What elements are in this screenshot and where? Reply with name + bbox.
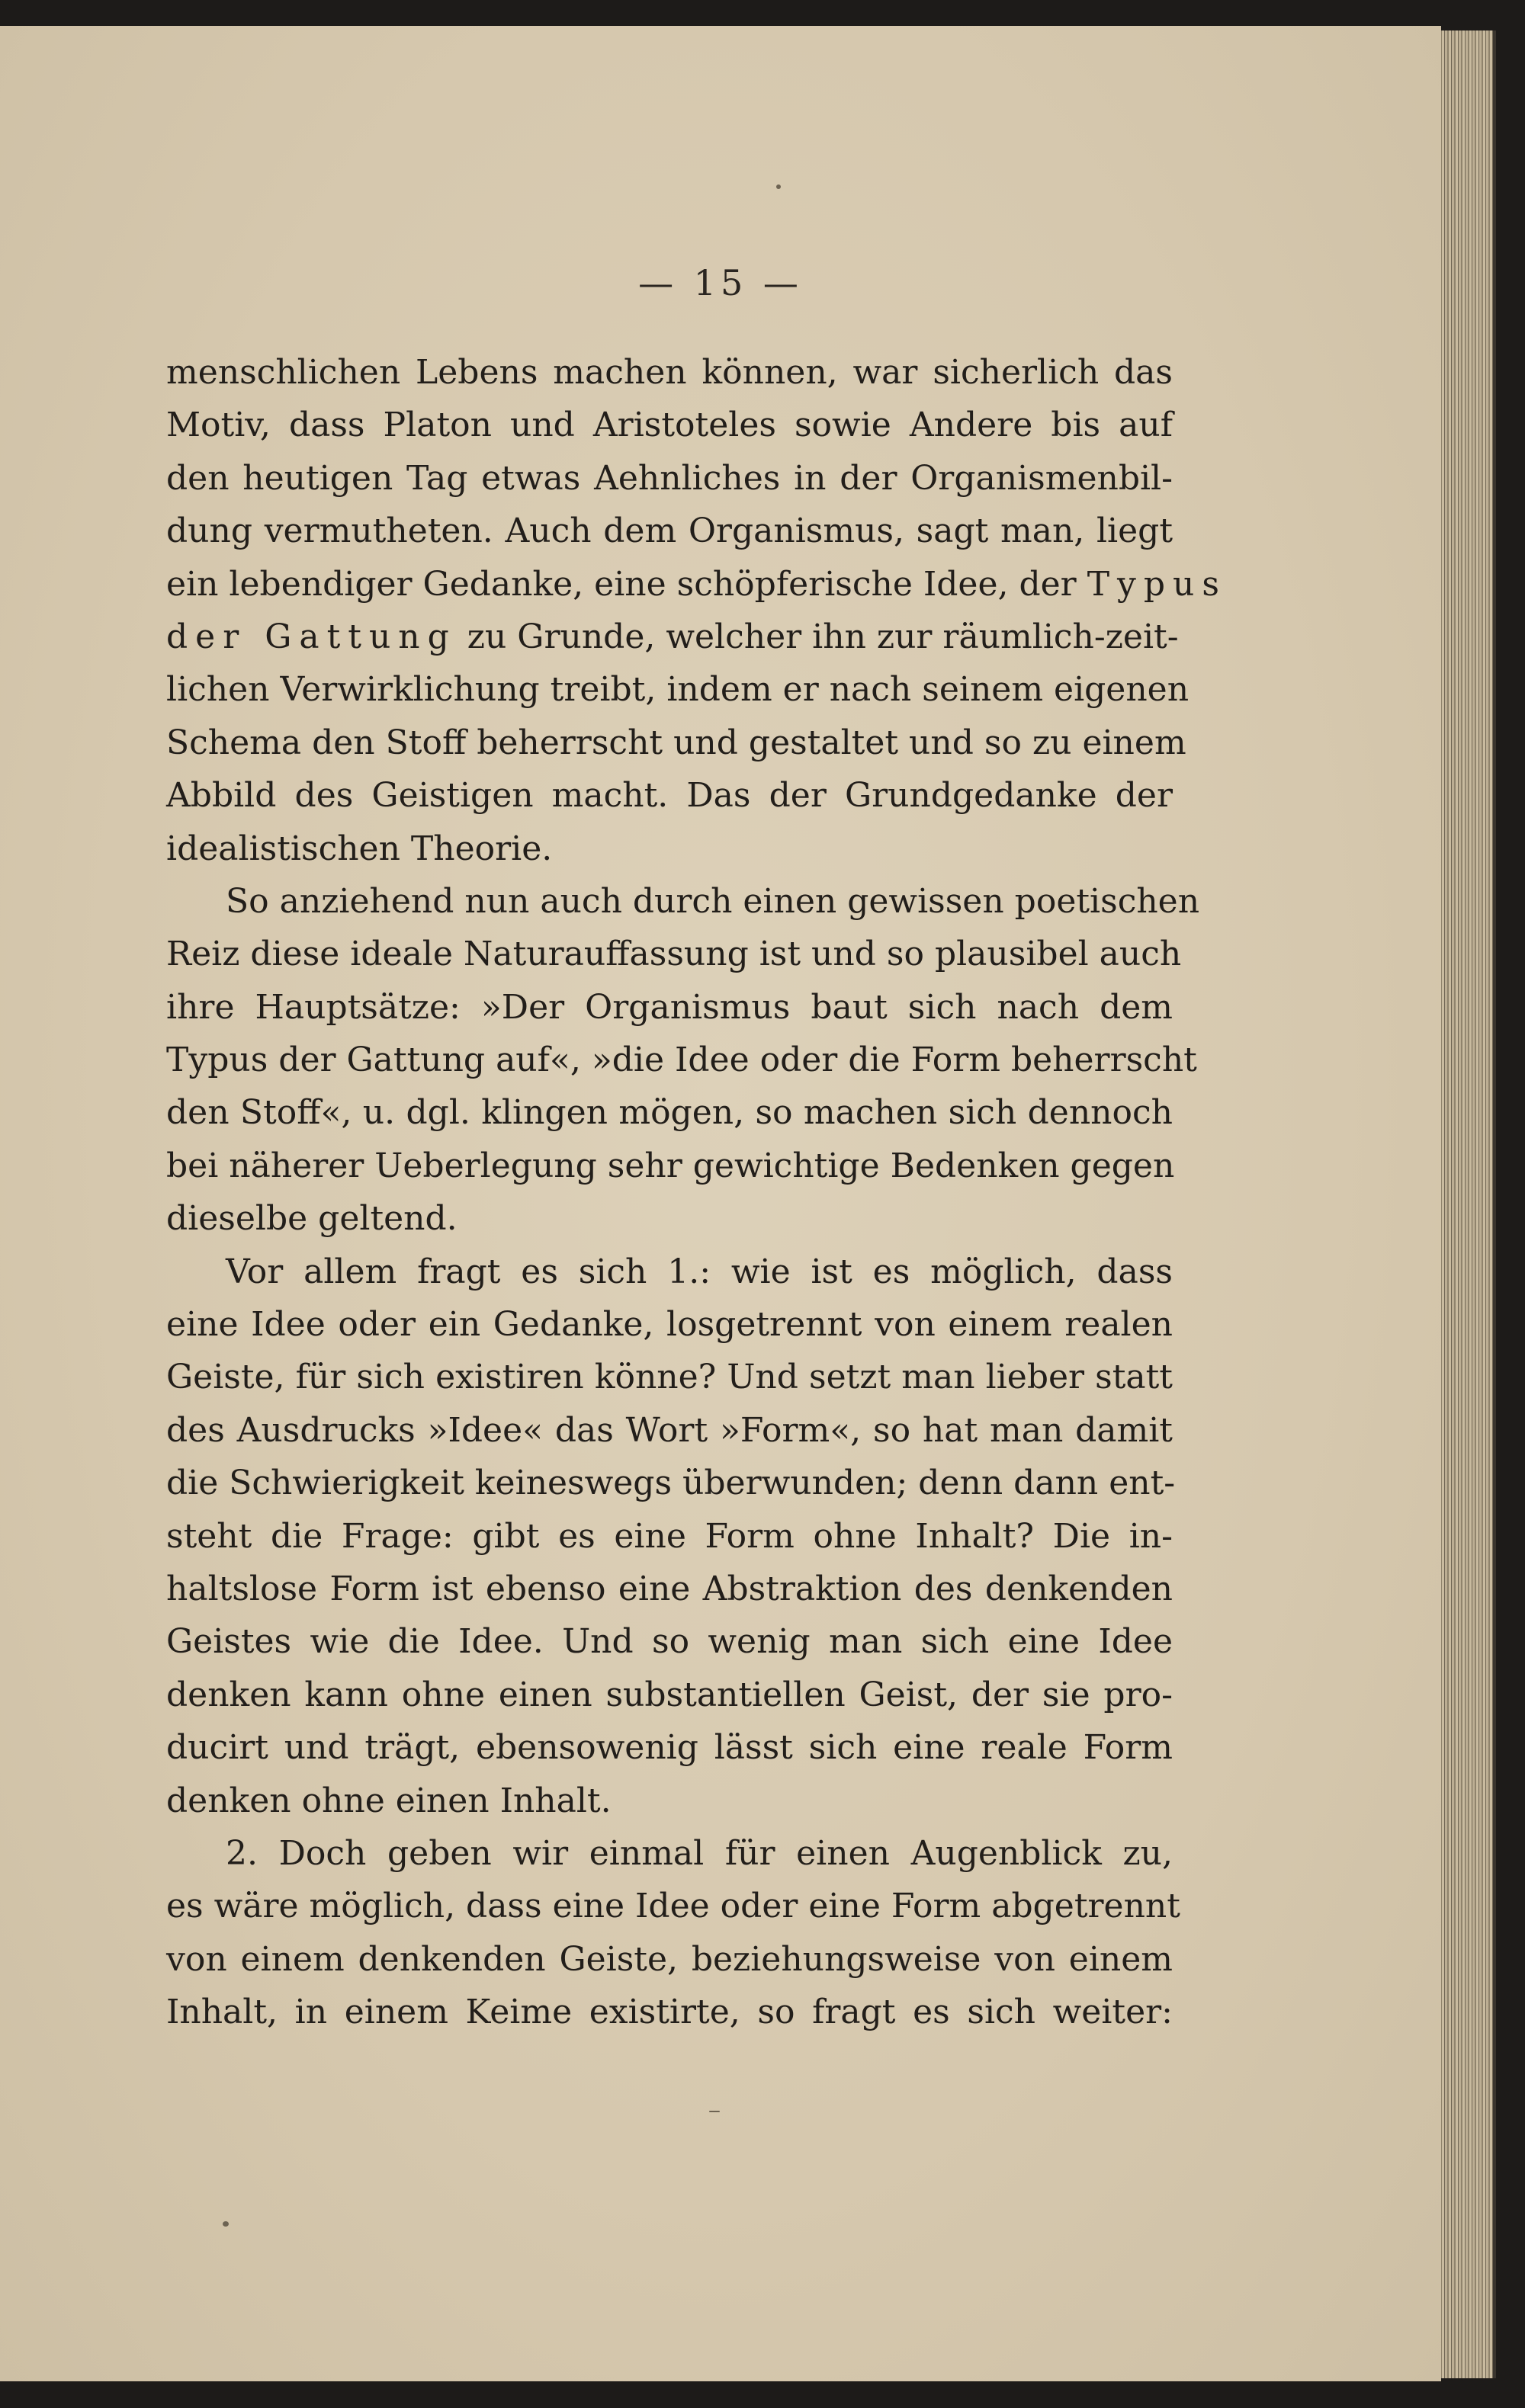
text-line: eine Idee oder ein Gedanke, losgetrennt von einem realen	[166, 1305, 1173, 1345]
text-line: menschlichen Lebens machen können, war sicherlich das	[166, 353, 1173, 392]
paper-speck	[223, 2221, 229, 2227]
page-edges	[1438, 30, 1496, 2378]
text-line: 2. Doch geben wir einmal für einen Augenblick zu,	[226, 1833, 1173, 1873]
text-line: den Stoff«, u. dgl. klingen mögen, so machen sich dennoch	[166, 1093, 1173, 1133]
text-line: So anziehend nun auch durch einen gewissen poetischen	[226, 881, 1200, 921]
text-line: Abbild des Geistigen macht. Das der Grundgedanke der	[166, 776, 1173, 816]
text-line: es wäre möglich, dass eine Idee oder eine Form abgetrennt	[166, 1887, 1180, 1926]
text-line: ducirt und trägt, ebensowenig lässt sich eine reale Form	[166, 1728, 1173, 1768]
text-line: ihre Hauptsätze: »Der Organismus baut sich nach dem	[166, 987, 1173, 1027]
paper-speck	[776, 184, 781, 189]
page-number: — 15 —	[638, 262, 803, 303]
text-line: der Gattung zu Grunde, welcher ihn zur räumlich-zeit-	[166, 617, 1179, 656]
text-line: ein lebendiger Gedanke, eine schöpferische Idee, der Typus	[166, 564, 1227, 604]
book-page	[0, 26, 1441, 2381]
text-line: haltslose Form ist ebenso eine Abstraktion des denkenden	[166, 1569, 1173, 1608]
paper-speck	[709, 2111, 720, 2112]
text-line: denken ohne einen Inhalt.	[166, 1781, 612, 1820]
text-line: lichen Verwirklichung treibt, indem er nach seinem eigenen	[166, 670, 1190, 710]
text-line: Reiz diese ideale Naturauffassung ist und so plausibel auch	[166, 935, 1182, 974]
text-line: des Ausdrucks »Idee« das Wort »Form«, so hat man damit	[166, 1410, 1173, 1450]
text-line: die Schwierigkeit keineswegs überwunden; denn dann ent-	[166, 1464, 1176, 1503]
text-line: Inhalt, in einem Keime existirte, so fragt es sich weiter:	[166, 1993, 1173, 2032]
text-line: den heutigen Tag etwas Aehnliches in der Organismenbil-	[166, 458, 1173, 498]
text-line: Schema den Stoff beherrscht und gestaltet und so zu einem	[166, 723, 1186, 762]
text-line: Vor allem fragt es sich 1.: wie ist es möglich, dass	[226, 1252, 1173, 1291]
text-line: Geiste, für sich existiren könne? Und setzt man lieber statt	[166, 1358, 1173, 1397]
emphasis-text: Typus	[1087, 564, 1227, 604]
text-line: von einem denkenden Geiste, beziehungsweise von einem	[166, 1939, 1173, 1979]
text-line: denken kann ohne einen substantiellen Geist, der sie pro-	[166, 1675, 1173, 1714]
text-line: Motiv, dass Platon und Aristoteles sowie Andere bis auf	[166, 406, 1173, 445]
text-line: Typus der Gattung auf«, »die Idee oder die Form beherrscht	[166, 1040, 1197, 1080]
text-line: Geistes wie die Idee. Und so wenig man sich eine Idee	[166, 1622, 1173, 1662]
text-line: steht die Frage: gibt es eine Form ohne Inhalt? Die in-	[166, 1516, 1173, 1556]
text-line: dung vermutheten. Auch dem Organismus, sagt man, liegt	[166, 511, 1173, 551]
emphasis-text: der Gattung	[166, 617, 457, 656]
text-line: idealistischen Theorie.	[166, 829, 553, 868]
text-line: bei näherer Ueberlegung sehr gewichtige Bedenken gegen	[166, 1146, 1175, 1185]
body-text	[166, 346, 1227, 2039]
text-line: dieselbe geltend.	[166, 1199, 458, 1239]
